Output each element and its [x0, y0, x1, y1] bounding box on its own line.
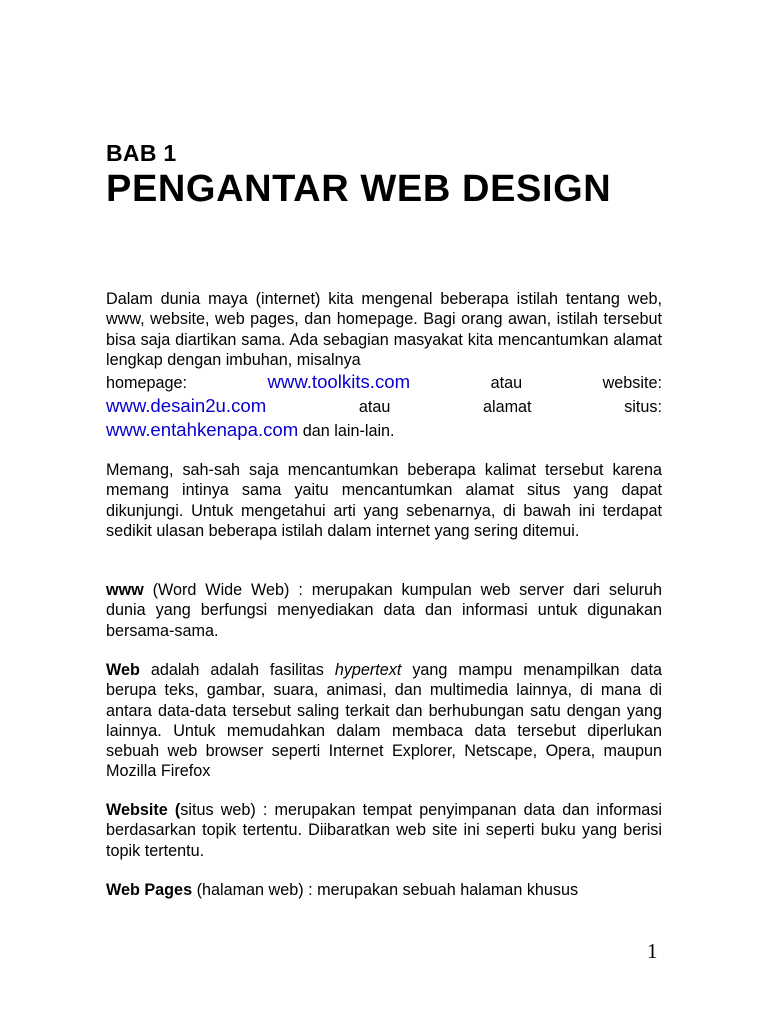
memang-paragraph: Memang, sah-sah saja mencantumkan beberapa kalimat tersebut karena memang intinya sama yaitu mencantumkan alamat situs yang dapat dikunjungi. Untuk mengetahui arti yang sebenarnya, di bawah ini terdapat sedikit ulasan beberapa istilah dalam internet yang sering ditemui.	[106, 461, 662, 540]
webpages-definition-text: (halaman web) : merupakan sebuah halaman khusus	[192, 881, 579, 899]
website-label: website:	[602, 374, 662, 393]
website-definition-text: situs web) : merupakan tempat penyimpanan data dan informasi berdasarkan topik tertentu. Diibaratkan web site ini seperti buku yang berisi topik tertentu.	[106, 801, 662, 860]
entahkenapa-link[interactable]: www.entahkenapa.com	[106, 419, 299, 441]
chapter-label: BAB 1	[106, 140, 177, 166]
toolkits-link[interactable]: www.toolkits.com	[267, 371, 411, 393]
web-definition-text-b: yang mampu menampilkan data berupa teks, gambar, suara, animasi, dan multimedia lainnya, di mana di antara data-data tersebut saling terkait dan berhubungan satu dengan yang lainnya. Untuk memudahkan dalam membaca data tersebut diperlukan sebuah web browser seperti Internet Explorer, Netscape, Opera, maupun Mozilla Firefox	[106, 661, 662, 781]
intro-tail-text: dan lain-lain.	[298, 422, 395, 441]
atau-word-1: atau	[490, 374, 523, 393]
web-definition	[106, 660, 662, 782]
situs-label: situs:	[624, 398, 662, 417]
intro-links-row-1	[106, 370, 662, 394]
www-definition-text: (Word Wide Web) : merupakan kumpulan web server dari seluruh dunia yang berfungsi menyediakan data dan informasi untuk digunakan bersama-sama.	[106, 581, 662, 640]
www-definition	[106, 580, 662, 641]
intro-text: Dalam dunia maya (internet) kita mengenal beberapa istilah tentang web, www, website, web pages, dan homepage. Bagi orang awan, istilah tersebut bisa saja diartikan sama. Ada sebagian masyakat kita mencantumkan alamat lengkap dengan imbuhan, misalnya	[106, 290, 662, 369]
hypertext-term: hypertext	[334, 661, 402, 679]
website-term: Website (	[106, 801, 181, 819]
web-definition-text-a: adalah adalah fasilitas	[139, 661, 335, 679]
webpages-definition	[106, 880, 662, 900]
page-number: 1	[647, 939, 658, 963]
www-term: www	[106, 581, 144, 599]
chapter-title: PENGANTAR WEB DESIGN	[106, 168, 612, 210]
web-term: Web	[106, 661, 140, 679]
intro-links-row-2	[106, 394, 662, 418]
atau-word-2: atau	[358, 398, 391, 417]
intro-paragraph	[106, 289, 662, 442]
desain2u-link[interactable]: www.desain2u.com	[106, 395, 267, 417]
alamat-label: alamat	[482, 398, 532, 417]
website-definition	[106, 800, 662, 861]
webpages-term: Web Pages	[106, 881, 193, 899]
homepage-label: homepage:	[106, 374, 188, 393]
intro-links-row-3	[106, 418, 662, 442]
